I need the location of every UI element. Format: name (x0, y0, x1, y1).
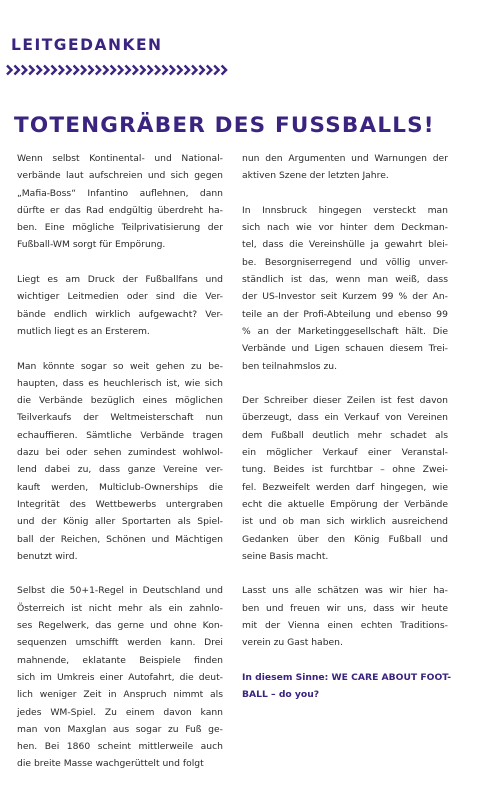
text-line: „Mafia-Boss“ Infantino auflehnen, dann (17, 187, 223, 199)
text-line: ses Regelwerk, das gerne und ohne Kon- (17, 620, 223, 632)
chevron-icon (214, 66, 219, 75)
text-line: ben teilnahmslos zu. (242, 360, 338, 372)
text-line: mahnende, eklatante Beispiele finden (17, 654, 223, 666)
text-line: ben und freuen wir uns, dass wir heute (242, 602, 448, 614)
chevron-icon (155, 66, 160, 75)
text-line: verbände laut aufschreien und sich gegen (17, 170, 223, 182)
text-line: seine Basis macht. (242, 550, 329, 562)
text-line: Integrität des Wettbewerbs untergraben (17, 498, 223, 510)
text-line: die breite Masse wachgerüttelt und folgt (17, 758, 204, 770)
text-line: tung. Beides ist furchtbar – ohne Zwei- (242, 464, 448, 476)
text-line: fel. Bezweifelt werden darf hingegen, wie (242, 481, 448, 493)
text-line: wichtiger Leitmedien oder sind die Ver- (17, 291, 223, 303)
text-line: be. Besorgniserregend und völlig unver- (242, 256, 448, 268)
text-line: die Verbände bezüglich eines möglichen (17, 395, 223, 407)
text-line: benutzt wird. (17, 550, 78, 562)
text-line: dem Fußball deutlich mehr schadet als (242, 429, 448, 441)
text-line: mutlich liegt es an Ersterem. (17, 325, 150, 337)
text-line: echt die aktuelle Empörung der Verbände (242, 498, 448, 510)
article-headline: TOTENGRÄBER DES FUSSBALLS! (14, 113, 435, 138)
text-line: Fußball-WM sorgt für Empörung. (17, 239, 166, 251)
text-line: Teilverkaufs der Weltmeisterschaft nun (17, 412, 223, 424)
text-line: kauft werden, Multiclub-Ownerships die (17, 481, 223, 493)
paragraph (17, 582, 223, 772)
chevron-icon (207, 66, 212, 75)
text-line: dürfte er das Rad endgültig überdreht ha- (17, 204, 223, 216)
chevron-icon (222, 66, 227, 75)
chevron-icon (22, 66, 27, 75)
paragraph (242, 202, 448, 375)
text-line: dazu bei oder sehen zumindest wohlwol- (17, 447, 223, 459)
paragraph (17, 358, 223, 566)
paragraph (242, 582, 448, 651)
text-line: verein zu Gast haben. (242, 637, 343, 649)
paragraph (242, 392, 448, 565)
paragraph (17, 271, 223, 340)
text-line: nun den Argumenten und Warnungen der (242, 153, 448, 164)
text-line: Wenn selbst Kontinental- und National- (17, 153, 223, 164)
chevron-icon (37, 66, 42, 75)
chevron-icon (74, 66, 79, 75)
text-line: Gedanken über den König Fußball und (242, 533, 448, 545)
text-line: ben. Eine mögliche Teilprivatisierung der (17, 222, 223, 234)
text-line: In Innsbruck hingegen versteckt man (242, 204, 448, 216)
text-line: überzeugt, dass ein Verkauf von Vereinen (242, 412, 448, 424)
chevron-icon (185, 66, 190, 75)
text-line: ein möglicher Verkauf einer Veranstal- (242, 447, 448, 459)
paragraph (242, 150, 448, 185)
chevron-icon (81, 66, 86, 75)
section-label: LEITGEDANKEN (11, 35, 163, 55)
chevron-icon (29, 66, 34, 75)
text-line: Liegt es am Druck der Fußballfans und (17, 274, 223, 286)
text-line: lich weniger Zeit in Anspruch nimmt als (17, 689, 223, 701)
chevron-icon (103, 66, 108, 75)
text-line: Der Schreiber dieser Zeilen ist fest davon (242, 395, 448, 407)
text-line: sich nach wie vor hinter dem Deckman- (242, 222, 448, 234)
chevron-icon (14, 66, 19, 75)
chevron-icon (125, 66, 129, 75)
text-line: lend dabei zu, dass ganze Vereine ver- (17, 464, 223, 476)
text-line: Selbst die 50+1-Regel in Deutschland und (17, 585, 223, 597)
chevron-icon (162, 66, 167, 75)
right-column (242, 150, 452, 721)
text-line: der US-Investor seit Kurzem 99 % der An- (242, 291, 448, 303)
chevron-icon (118, 66, 123, 75)
chevron-icon (199, 66, 204, 75)
text-line: In diesem Sinne: WE CARE ABOUT FOOT- (242, 671, 452, 683)
chevron-icon (44, 66, 49, 75)
text-line: bände endlich wirklich aufgewacht? Ver- (17, 308, 223, 320)
text-line: Lasst uns alle schätzen was wir hier ha- (242, 585, 448, 597)
chevron-divider (5, 64, 230, 76)
text-line: hen. Bei 1860 scheint mittlerweile auch (17, 741, 223, 753)
closing-statement (242, 669, 452, 704)
text-line: haupten, dass es heuchlerisch ist, wie sich (17, 377, 223, 389)
text-line: BALL – do you? (242, 689, 320, 701)
chevron-icon (59, 66, 64, 75)
chevron-icon (7, 66, 12, 75)
text-line: jedes WM-Spiel. Zu einem davon kann (17, 706, 223, 718)
paragraph (17, 150, 223, 254)
chevron-icon (133, 66, 138, 75)
text-line: Man könnte sogar so weit gehen zu be- (17, 360, 223, 372)
chevron-icon (96, 66, 101, 75)
text-line: % an der Marketinggesellschaft hält. Die (242, 325, 448, 337)
text-line: Österreich ist nicht mehr als ein zahnlo- (17, 602, 223, 614)
chevron-icon (111, 66, 116, 75)
text-line: und der König aller Sportarten als Spiel- (17, 516, 223, 528)
text-line: aktiven Szene der letzten Jahre. (242, 170, 389, 182)
text-line: sequenzen umschifft werden kann. Drei (17, 637, 223, 649)
text-line: tel, dass die Vereinshülle ja gewahrt blei- (242, 239, 448, 251)
chevron-icon (88, 66, 93, 75)
text-line: mit der Vienna einen echten Traditions- (242, 620, 448, 632)
chevron-icon (148, 66, 153, 75)
text-line: ist und ob man sich wirklich ausreichend (242, 516, 448, 528)
text-line: ball der Reichen, Schönen und Mächtigen (17, 533, 223, 545)
chevron-icon (170, 66, 175, 75)
chevron-icon (140, 66, 145, 75)
left-column (17, 150, 223, 790)
chevron-icon (177, 66, 182, 75)
text-line: sich im Umkreis einer Autofahrt, die deut- (17, 671, 223, 683)
chevron-icon (66, 66, 71, 75)
text-line: Verbände und Ligen schauen diesem Trei- (242, 343, 448, 355)
text-line: man von Maxglan aus sogar zu Fuß ge- (17, 723, 223, 735)
text-line: ständlich ist das, wenn man weiß, dass (242, 274, 448, 286)
text-line: echauffieren. Sämtliche Verbände tragen (17, 429, 223, 441)
chevron-icon (51, 66, 56, 75)
text-line: teile an der Profi-Abteilung und ebenso 99 (242, 308, 448, 320)
chevron-icon (192, 66, 197, 75)
